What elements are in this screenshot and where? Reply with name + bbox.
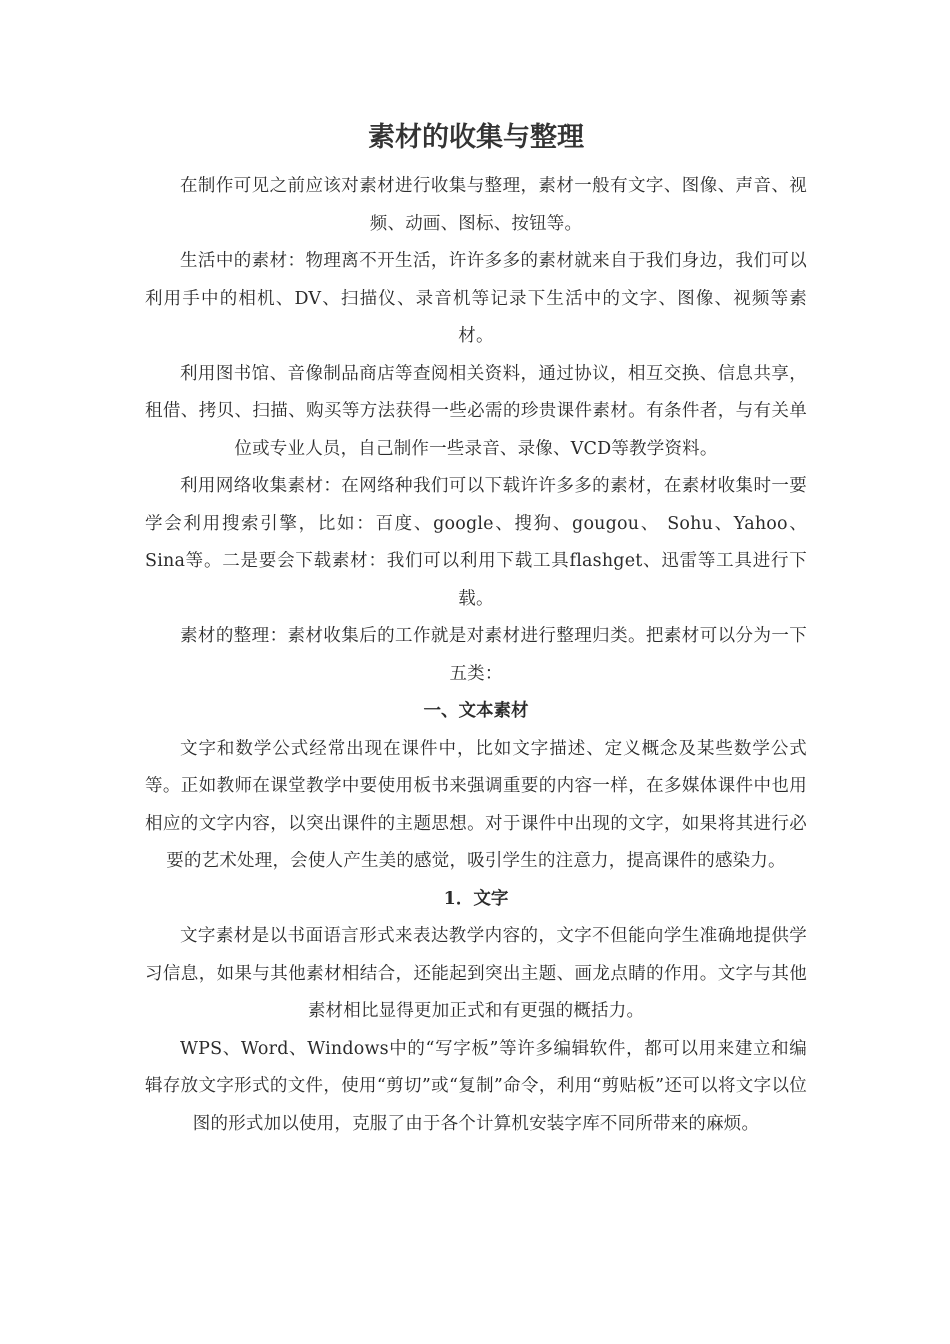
life-materials-paragraph: 生活中的素材：物理离不开生活，许许多多的素材就来自于我们身边，我们可以利用手中的相机、DV、扫描仪、录音机等记录下生活中的文字、图像、视频等素材。 (145, 251, 807, 346)
text-materials-paragraph: 文字和数学公式经常出现在课件中，比如文字描述、定义概念及某些数学公式等。正如教师在课堂教学中要使用板书来强调重要的内容一样，在多媒体课件中也用相应的文字内容，以突出课件的主题思想。对于课件中出现的文字，如果将其进行必要的艺术处理，会使人产生美的感觉，吸引学生的注意力，提高课件的感染力。 (145, 738, 807, 871)
subheading-text: 1．文字 (443, 888, 509, 909)
library-materials-paragraph: 利用图书馆、音像制品商店等查阅相关资料，通过协议，相互交换、信息共享，租借、拷贝、扫描、购买等方法获得一些必需的珍贵课件素材。有条件者，与有关单位或专业人员，自己制作一些录音、录像、VCD等教学资料。 (145, 363, 807, 459)
text-software-paragraph: WPS、Word、Windows中的“写字板”等许多编辑软件，都可以用来建立和编辑存放文字形式的文件，使用“剪切”或“复制”命令，利用“剪贴板”还可以将文字以位图的形式加以使用，克服了由于各个计算机安装字库不同所带来的麻烦。 (145, 1038, 807, 1134)
document-page (145, 118, 807, 1143)
text-definition-paragraph: 文字素材是以书面语言形式来表达教学内容的，文字不但能向学生准确地提供学习信息，如果与其他素材相结合，还能起到突出主题、画龙点睛的作用。文字与其他素材相比显得更加正式和有更强的概括力。 (145, 926, 807, 1021)
intro-paragraph: 在制作可见之前应该对素材进行收集与整理，素材一般有文字、图像、声音、视频、动画、图标、按钮等。 (180, 176, 807, 234)
section-heading-text-materials: 一、文本素材 (423, 701, 529, 721)
document-title: 素材的收集与整理 (368, 122, 584, 153)
organizing-materials-paragraph: 素材的整理：素材收集后的工作就是对素材进行整理归类。把素材可以分为一下五类： (180, 626, 807, 684)
network-materials-paragraph: 利用网络收集素材：在网络种我们可以下载许许多多的素材，在素材收集时一要学会利用搜索引擎，比如：百度、google、搜狗、gougou、 Sohu、Yahoo、Sina等。二是要会下载素材：我们可以利用下载工具flashget、迅雷等工具进行下载。 (145, 476, 807, 609)
